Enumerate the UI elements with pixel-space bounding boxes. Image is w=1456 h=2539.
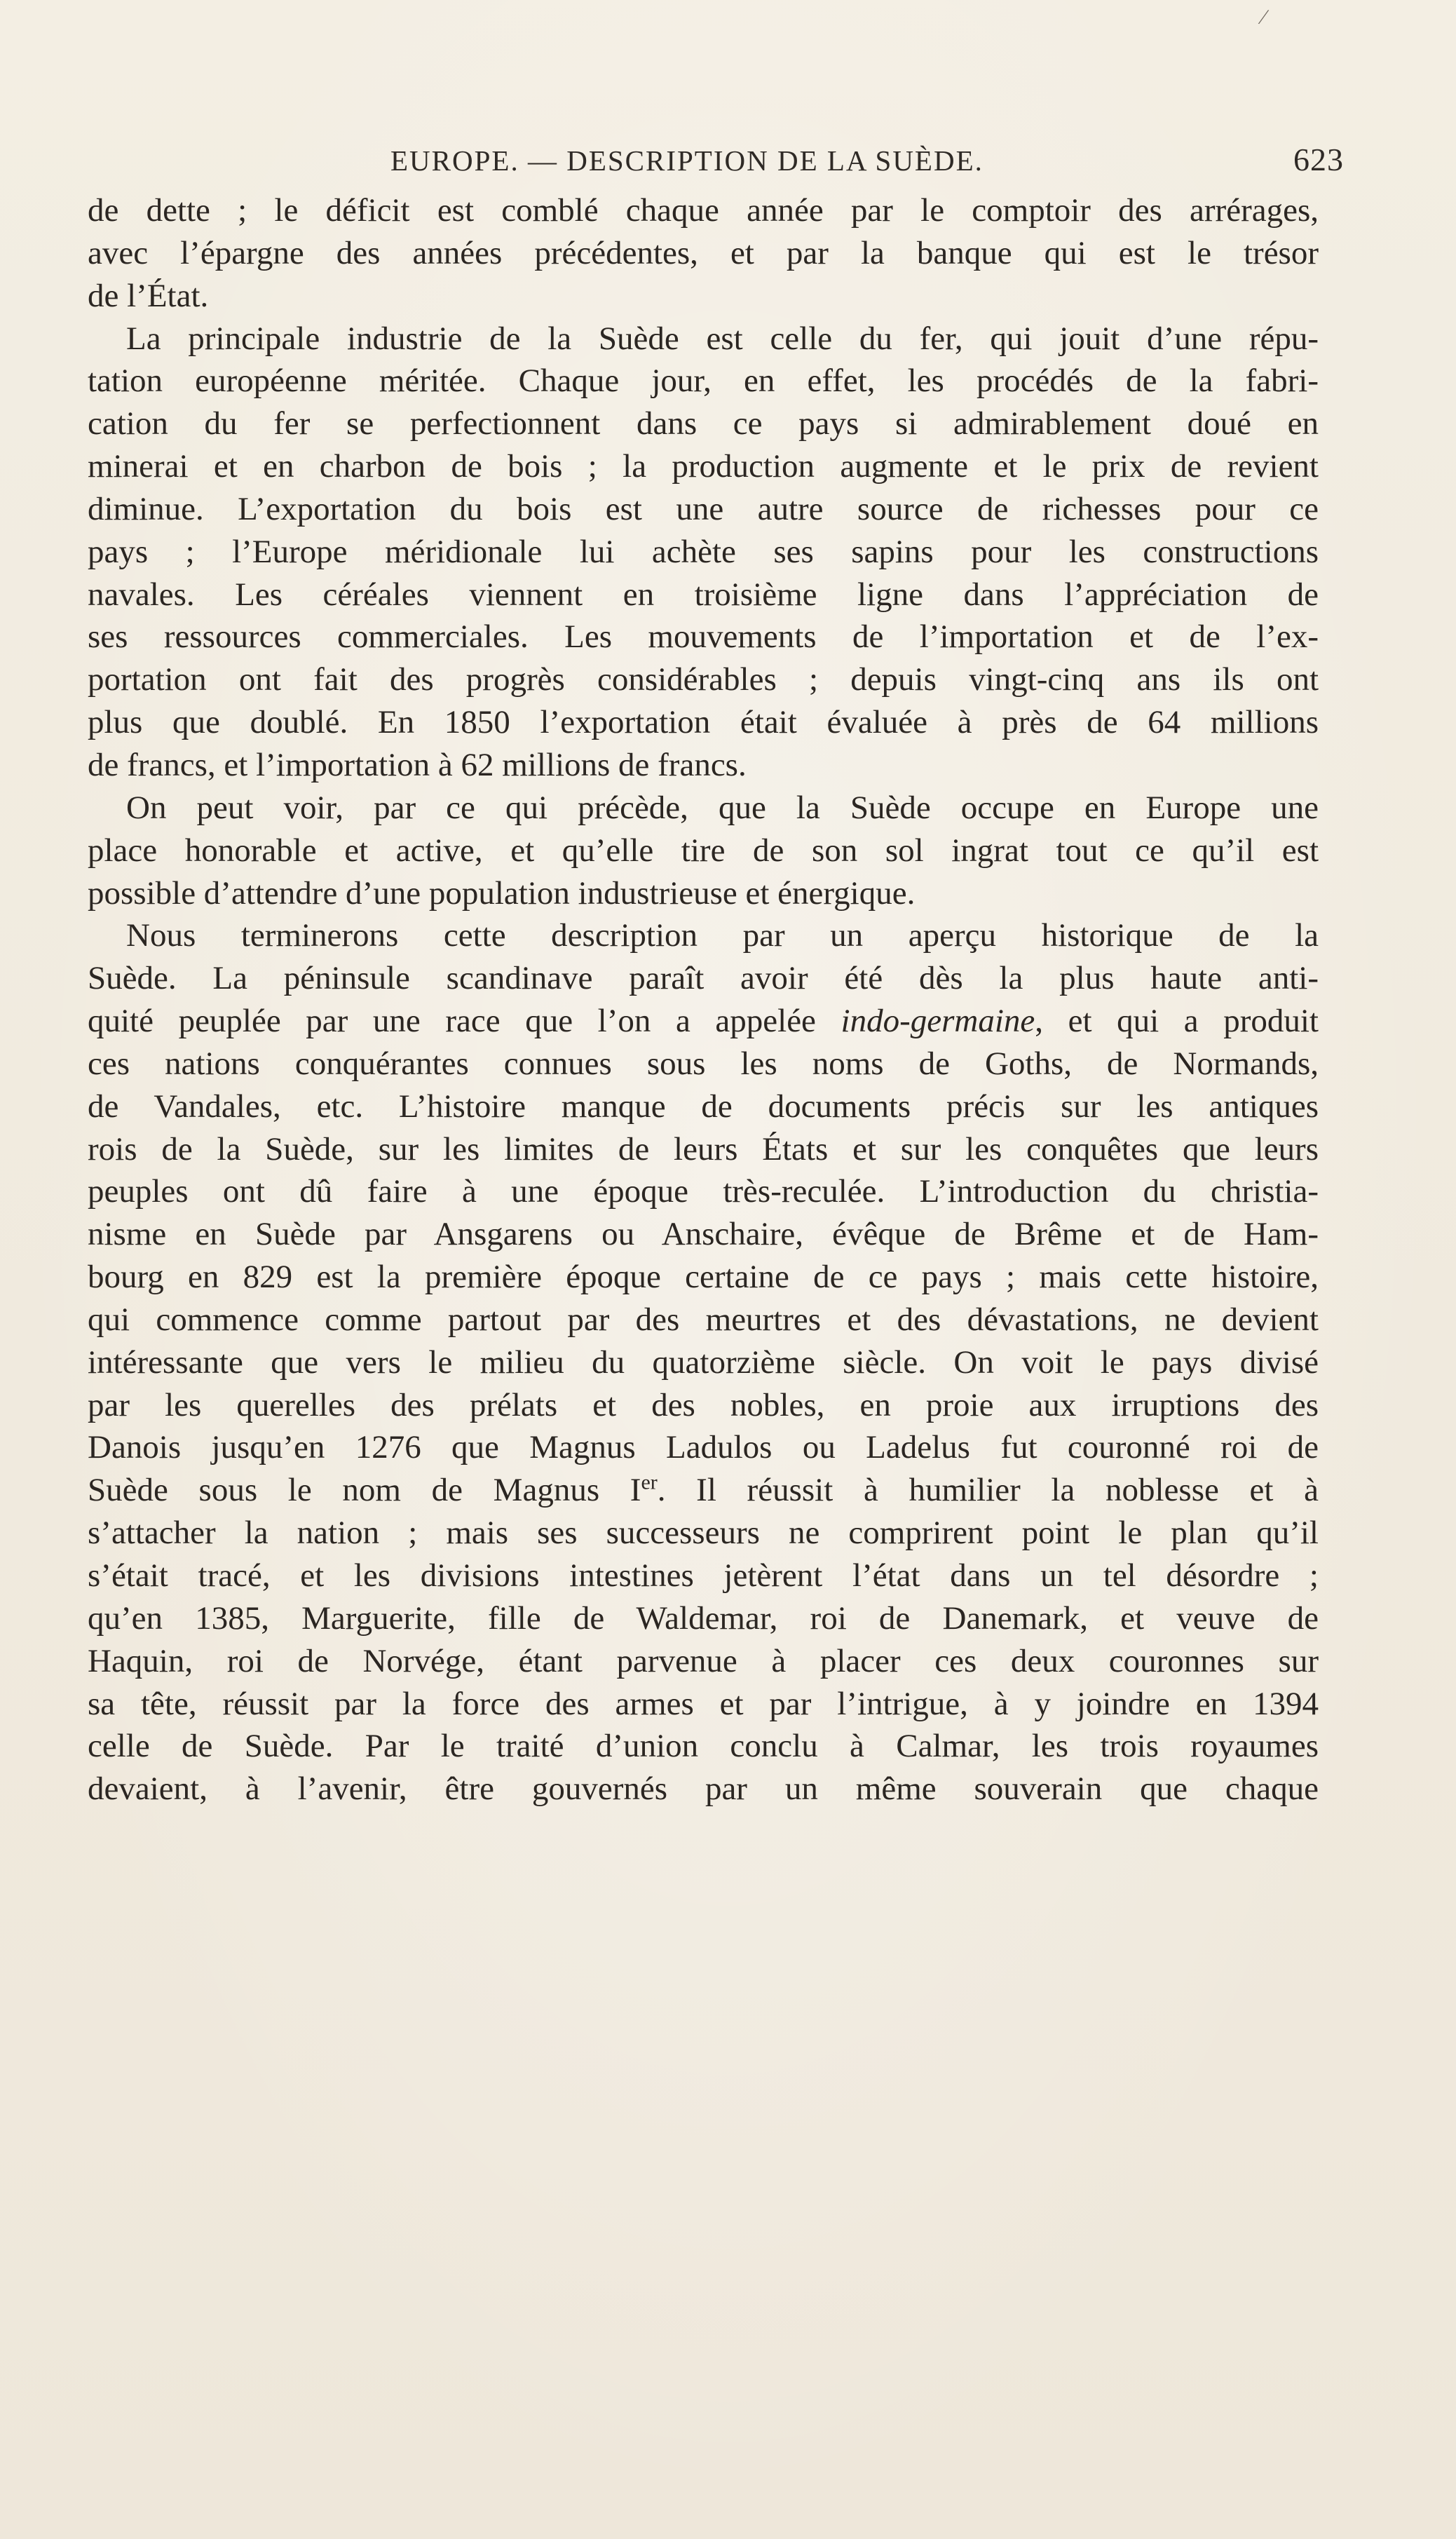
text-segment: , et qui a produit: [1035, 1003, 1319, 1040]
text-line: cation du fer se perfectionnent dans ce pays si admirablement doué en: [88, 405, 1319, 442]
text-line: bourg en 829 est la première époque certaine de ce pays ; mais cette histoire,: [88, 1259, 1319, 1296]
text-line: s’était tracé, et les divisions intestines jetèrent l’état dans un tel désordre ;: [88, 1557, 1319, 1594]
text-line: Haquin, roi de Norvége, étant parvenue à placer ces deux couronnes sur: [88, 1642, 1319, 1679]
text-line: minerai et en charbon de bois ; la production augmente et le prix de revient: [88, 448, 1319, 485]
text-line: qu’en 1385, Marguerite, fille de Waldemar, roi de Danemark, et veuve de: [88, 1599, 1319, 1637]
text-line: [88, 1000, 1319, 1043]
text-line: portation ont fait des progrès considérables ; depuis vingt-cinq ans ils ont: [88, 661, 1319, 698]
text-line: celle de Suède. Par le traité d’union conclu à Calmar, les trois royaumes: [88, 1728, 1319, 1765]
text-line: par les querelles des prélats et des nobles, en proie aux irruptions des: [88, 1386, 1319, 1423]
text-line: avec l’épargne des années précédentes, et par la banque qui est le trésor: [88, 234, 1319, 271]
text-line: rois de la Suède, sur les limites de leurs États et sur les conquêtes que leurs: [88, 1130, 1319, 1167]
text-segment: . Il réussit à humilier la noblesse et à: [657, 1472, 1319, 1509]
text-line: devaient, à l’avenir, être gouvernés par un même souverain que chaque: [88, 1770, 1319, 1808]
page-mark: ∕: [1262, 6, 1266, 29]
text-line: [88, 1469, 1319, 1512]
text-line: possible d’attendre d’une population industrieuse et énergique.: [88, 874, 916, 912]
text-line: tation européenne méritée. Chaque jour, en effet, les procédés de la fabri-: [88, 363, 1319, 400]
text-line: On peut voir, par ce qui précède, que la Suède occupe en Europe une: [126, 789, 1319, 826]
text-segment: quité peuplée par une race que l’on a appelée: [88, 1003, 841, 1040]
text-line: de francs, et l’importation à 62 millions de francs.: [88, 746, 747, 783]
text-line: ces nations conquérantes connues sous les noms de Goths, de Normands,: [88, 1045, 1319, 1082]
text-line: La principale industrie de la Suède est celle du fer, qui jouit d’une répu-: [126, 320, 1319, 357]
text-line: sa tête, réussit par la force des armes et par l’intrigue, à y joindre en 1394: [88, 1685, 1319, 1722]
italic-term: indo-germaine: [841, 1003, 1035, 1040]
text-line: navales. Les céréales viennent en troisième ligne dans l’appréciation de: [88, 576, 1319, 613]
text-line: nisme en Suède par Ansgarens ou Anschaire, évêque de Brême et de Ham-: [88, 1216, 1319, 1253]
text-line: de l’État.: [88, 277, 209, 314]
body-text: [88, 189, 1319, 1810]
text-line: peuples ont dû faire à une époque très-reculée. L’introduction du christia-: [88, 1173, 1319, 1210]
text-line: de Vandales, etc. L’histoire manque de documents précis sur les antiques: [88, 1088, 1319, 1125]
text-line: Suède. La péninsule scandinave paraît avoir été dès la plus haute anti-: [88, 960, 1319, 997]
text-line: intéressante que vers le milieu du quatorzième siècle. On voit le pays divisé: [88, 1343, 1319, 1381]
text-line: plus que doublé. En 1850 l’exportation était évaluée à près de 64 millions: [88, 704, 1319, 741]
text-line: pays ; l’Europe méridionale lui achète ses sapins pour les constructions: [88, 533, 1319, 570]
text-line: diminue. L’exportation du bois est une autre source de richesses pour ce: [88, 490, 1319, 527]
text-line: ses ressources commerciales. Les mouvements de l’importation et de l’ex-: [88, 618, 1319, 656]
page-header: [390, 144, 1344, 186]
page-number: 623: [1293, 142, 1344, 177]
superscript: er: [641, 1470, 658, 1494]
text-segment: Suède sous le nom de Magnus I: [88, 1472, 641, 1509]
text-line: de dette ; le déficit est comblé chaque année par le comptoir des arrérages,: [88, 192, 1319, 229]
text-line: Nous terminerons cette description par un aperçu historique de la: [126, 917, 1319, 954]
text-line: place honorable et active, et qu’elle tire de son sol ingrat tout ce qu’il est: [88, 832, 1319, 869]
text-line: Danois jusqu’en 1276 que Magnus Ladulos ou Ladelus fut couronné roi de: [88, 1429, 1319, 1466]
text-line: s’attacher la nation ; mais ses successeurs ne comprirent point le plan qu’il: [88, 1515, 1319, 1552]
text-line: qui commence comme partout par des meurtres et des dévastations, ne devient: [88, 1301, 1319, 1338]
running-title: EUROPE. — DESCRIPTION DE LA SUÈDE.: [390, 144, 984, 177]
